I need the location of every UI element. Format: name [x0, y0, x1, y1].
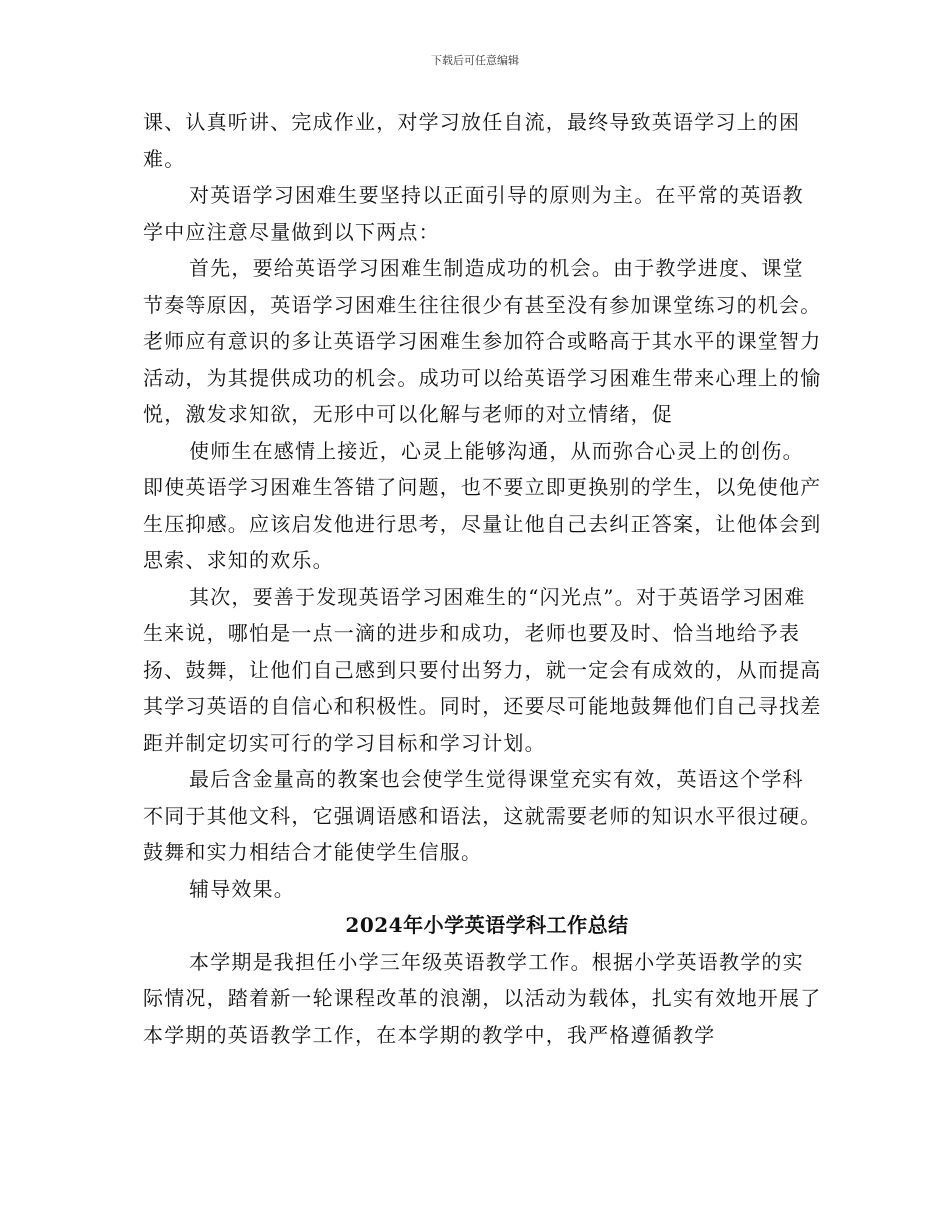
paragraph: 对英语学习困难生要坚持以正面引导的原则为主。在平常的英语教学中应注意尽量做到以下两点：	[143, 183, 804, 244]
paragraph: 使师生在感情上接近，心灵上能够沟通，从而弥合心灵上的创伤。即使英语学习困难生答错了问题，也不要立即更换别的学生，以免使他产生压抑感。应该启发他进行思考，尽量让他自己去纠正答案，让他体会到思索、求知的欢乐。	[143, 438, 822, 572]
page-header: 下载后可任意编辑	[431, 54, 519, 67]
paragraph: 辅导效果。	[189, 876, 295, 901]
paragraph-continuation: 课、认真听讲、完成作业，对学习放任自流，最终导致英语学习上的困难。	[143, 110, 801, 171]
paragraph: 其次，要善于发现英语学习困难生的“闪光点”。对于英语学习困难生来说，哪怕是一点一滴的进步和成功，老师也要及时、恰当地给予表扬、鼓舞，让他们自己感到只要付出努力，就一定会有成效的，从而提高其学习英语的自信心和积极性。同时，还要尽可能地鼓舞他们自己寻找差距并制定切实可行的学习目标和学习计划。	[143, 584, 822, 755]
paragraph: 最后含金量高的教案也会使学生觉得课堂充实有效，英语这个学科不同于其他文科，它强调语感和语法，这就需要老师的知识水平很过硬。鼓舞和实力相结合才能使学生信服。	[143, 767, 822, 864]
section-title: 2024年小学英语学科工作总结	[345, 913, 629, 937]
paragraph: 本学期是我担任小学三年级英语教学工作。根据小学英语教学的实际情况，踏着新一轮课程改革的浪潮，以活动为载体，扎实有效地开展了本学期的英语教学工作，在本学期的教学中，我严格遵循教学	[143, 949, 822, 1047]
document-body	[143, 104, 823, 1053]
paragraph: 首先，要给英语学习困难生制造成功的机会。由于教学进度、课堂节奏等原因，英语学习困难生往往很少有甚至没有参加课堂练习的机会。老师应有意识的多让英语学习困难生参加符合或略高于其水平的课堂智力活动，为其提供成功的机会。成功可以给英语学习困难生带来心理上的愉悦，激发求知欲，无形中可以化解与老师的对立情绪，促	[143, 256, 822, 426]
